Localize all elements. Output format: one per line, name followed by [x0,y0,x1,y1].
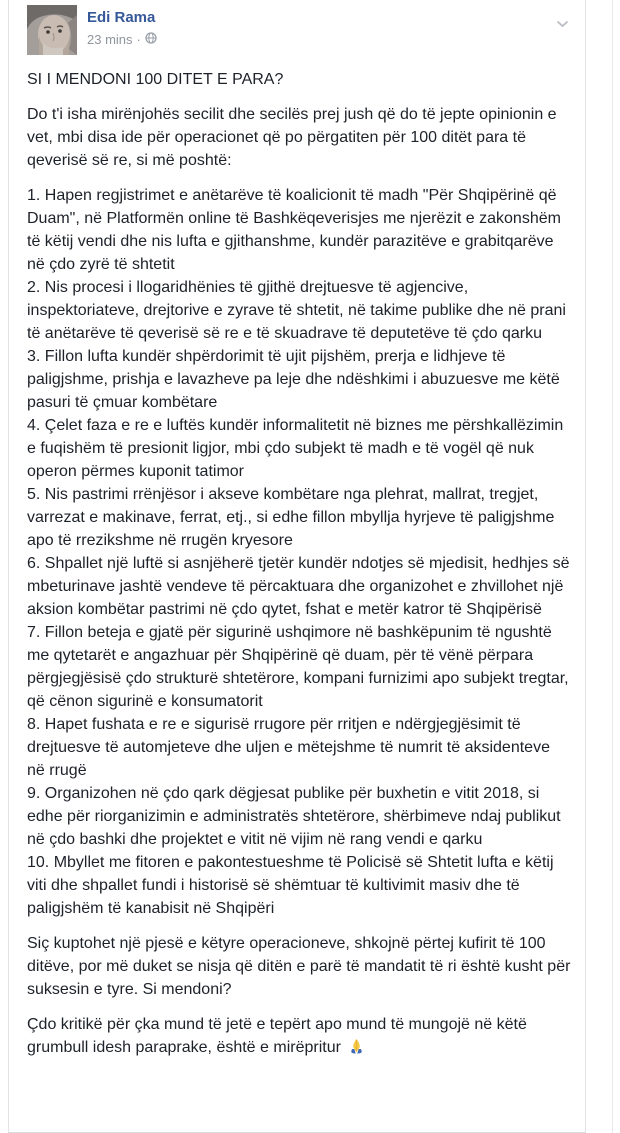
post-list-item: 7. Fillon beteja e gjatë për sigurinë ushqimore në bashkëpunim të ngushtë me qytetarët e angazhuar për Shqipërinë që duam, për të vënë përpara përgjegjësisë çdo strukturë shtetërore, kompani furnizimi apo subjekt tregtar, që cënon sigurinë e konsumatorit [27,624,569,710]
post-intro: Do t'i isha mirënjohës secilit dhe secilës prej jush që do të jepte opinionin e vet, mbi disa ide për operacionet që po përgatiten për 100 ditët para të qeverisë së re, si më poshtë: [27,106,557,169]
post-list-item: 10. Mbyllet me fitoren e pakontestueshme të Policisë së Shtetit lufta e këtij viti dhe shpallet fundi i historisë së shëmtuar të kultivimit masiv dhe të paligjshëm të kanabisit në Shqipëri [27,854,554,917]
post-header [27,5,571,55]
post-list-item: 9. Organizohen në çdo qark dëgjesat publike për buxhetin e vitit 2018, si edhe për riorganizimin e administratës shtetërore, shërbimeve ndaj publikut në çdo bashki dhe projektet e vitit në vijim në rang vendi e qarku [27,785,561,848]
post-outro-1: Siç kuptohet një pjesë e këtyre operacioneve, shkojnë përtej kufirit të 100 ditëve, por më duket se nisja që ditën e parë të mandatit të ri është kusht për suksesin e tyre. Si mendoni? [27,935,571,998]
post-timestamp[interactable]: 23 mins [87,31,133,47]
post-list-item: 6. Shpallet një luftë si asnjëherë tjetër kundër ndotjes së mjedisit, hedhjes së mbeturinave jashtë vendeve të përcaktuara dhe organizohet e zhvillohet një aksion kombëtar pastrimi në çdo qytet, fshat e metër katror të Shqipërisë [27,555,570,618]
avatar-image [27,5,77,55]
post-list [27,184,571,920]
praying-hands-emoji [348,1038,365,1062]
post-header-text [87,5,157,48]
post-content [27,68,571,1062]
globe-icon [145,32,157,48]
post-list-item: 1. Hapen regjistrimet e anëtarëve të koalicionit të madh "Për Shqipërinë që Duam", në Platformën online të Bashkëqeverisjes me njerëzit e zakonshëm të këtij vendi dhe nis lufta e gjithanshme, kundër parazitëve e grabitqarëve në çdo zyrë të shtetit [27,187,561,273]
post-outro-2-text: Çdo kritikë për çka mund të jetë e tepërt apo mund të mungojë në këtë grumbull idesh paraprake, është e mirëpritur [27,1016,527,1056]
meta-separator: · [136,31,141,47]
post-meta [87,31,157,48]
post-list-item: 4. Çelet faza e re e luftës kundër informalitetit në biznes me përshkallëzimin e fuqishëm të presionit ligjor, mbi çdo subjekt të madh e të vogël që nuk operon përmes kuponit tatimor [27,417,564,480]
post-list-item: 5. Nis pastrimi rrënjësor i akseve kombëtare nga plehrat, mallrat, tregjet, varrezat e makinave, ferrat, etj., si edhe fillon mbyllja hyrjeve të paligjshme apo të rrezikshme në rrugën kryesore [27,486,555,549]
page-edge-divider [612,0,613,1133]
author-link[interactable]: Edi Rama [87,9,156,26]
post-list-item: 2. Nis procesi i llogaridhënies të gjithë drejtuesve të agjencive, inspektoriateve, drejtorive e zyrave të shtetit, në takime publike dhe në prani të anëtarëve të qeverisë së re e të skuadrave të deputetëve të çdo qarku [27,279,566,342]
facebook-post-card [8,0,586,1133]
post-outro-2 [27,1013,571,1062]
avatar[interactable] [27,5,77,55]
post-title: SI I MENDONI 100 DITET E PARA? [27,71,284,88]
post-list-item: 8. Hapet fushata e re e sigurisë rrugore për rritjen e ndërgjegjësimit të drejtuesve të automjeteve dhe uljen e mëtejshme të numrit të aksidenteve në rrugë [27,716,550,779]
post-list-item: 3. Fillon lufta kundër shpërdorimit të ujit pijshëm, prerja e lidhjeve të paligjshme, prishja e lavazheve pa leje dhe ndëshkimi i abuzuesve me këtë pasuri të çmuar kombëtare [27,348,560,411]
chevron-down-icon[interactable] [554,13,571,35]
